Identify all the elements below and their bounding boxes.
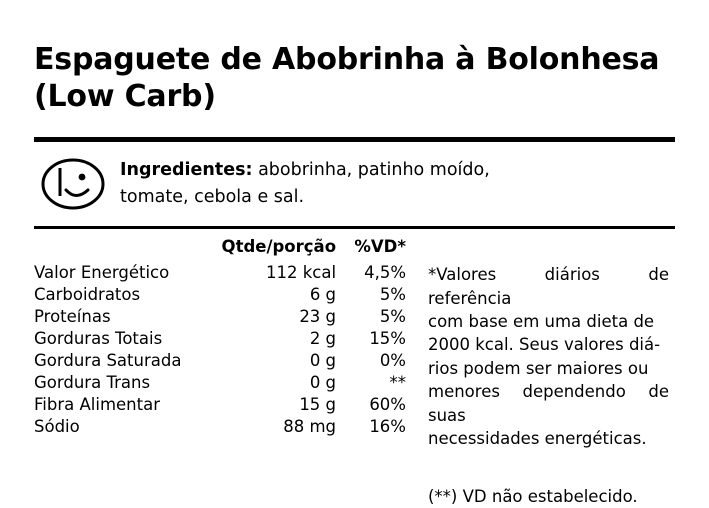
nutrient-amount: 2 g [309,329,337,349]
nutrient-amount: 6 g [309,285,337,305]
not-established-note: (**) VD não estabelecido. [428,486,638,506]
title-line-1: Espaguete de Abobrinha à Bolonhesa [34,42,660,77]
table-row [34,394,406,416]
nutrient-name: Valor Energético [34,263,170,283]
nutrient-amount: 88 mg [283,417,337,437]
nutrient-name: Gordura Saturada [34,351,182,371]
nutrient-dv: 5% [379,285,406,305]
note-line-2: com base em uma dieta de [428,312,655,332]
nutrient-dv: 15% [369,329,406,349]
ingredients-line-2: tomate, cebola e sal. [120,186,305,207]
table-row [34,372,406,394]
nutrient-amount: 0 g [309,351,337,371]
nutrient-name: Gorduras Totais [34,329,163,349]
nutrient-amount: 15 g [299,395,337,415]
nutrient-name: Fibra Alimentar [34,395,160,415]
table-row [34,284,406,306]
header-nutrient [34,235,222,262]
table-row [34,350,406,372]
page-title [34,0,675,115]
header-amount: Qtde/porção [221,236,337,256]
nutrient-dv: 16% [369,417,406,437]
smiley-face-icon [40,156,106,216]
nutrient-name: Sódio [34,417,80,437]
footnotes [406,235,675,508]
table-header-row [34,235,406,262]
note-line-5: menores dependendo de suas [428,382,669,425]
daily-value-note [428,235,675,450]
nutrient-dv: 5% [379,307,406,327]
nutrition-table [34,235,406,438]
nutrition-facts [34,229,675,508]
nutrient-dv: 0% [379,351,406,371]
ingredients-section [34,142,675,226]
ingredients-label: Ingredientes: [120,160,253,181]
table-row [34,262,406,284]
nutrient-dv: 60% [369,395,406,415]
nutrient-dv: ** [389,373,406,393]
nutrient-name: Proteínas [34,307,111,327]
note-line-4: rios podem ser maiores ou [428,358,649,378]
table-row [34,328,406,350]
nutrient-name: Gordura Trans [34,373,151,393]
ingredients-line-1: abobrinha, patinho moído, [252,160,490,181]
nutrient-amount: 23 g [299,307,337,327]
nutrient-amount: 0 g [309,373,337,393]
nutrient-name: Carboidratos [34,285,141,305]
table-row [34,416,406,438]
table-row [34,306,406,328]
header-daily-value: %VD* [354,236,406,256]
note-line-6: necessidades energéticas. [428,429,647,449]
ingredients-text [120,154,490,210]
nutrient-dv: 4,5% [364,263,406,283]
title-line-2: (Low Carb) [34,78,216,114]
note-line-3: 2000 kcal. Seus valores diá- [428,335,661,355]
nutrient-amount: 112 kcal [265,263,337,283]
note-line-1: *Valores diários de referência [428,265,669,308]
